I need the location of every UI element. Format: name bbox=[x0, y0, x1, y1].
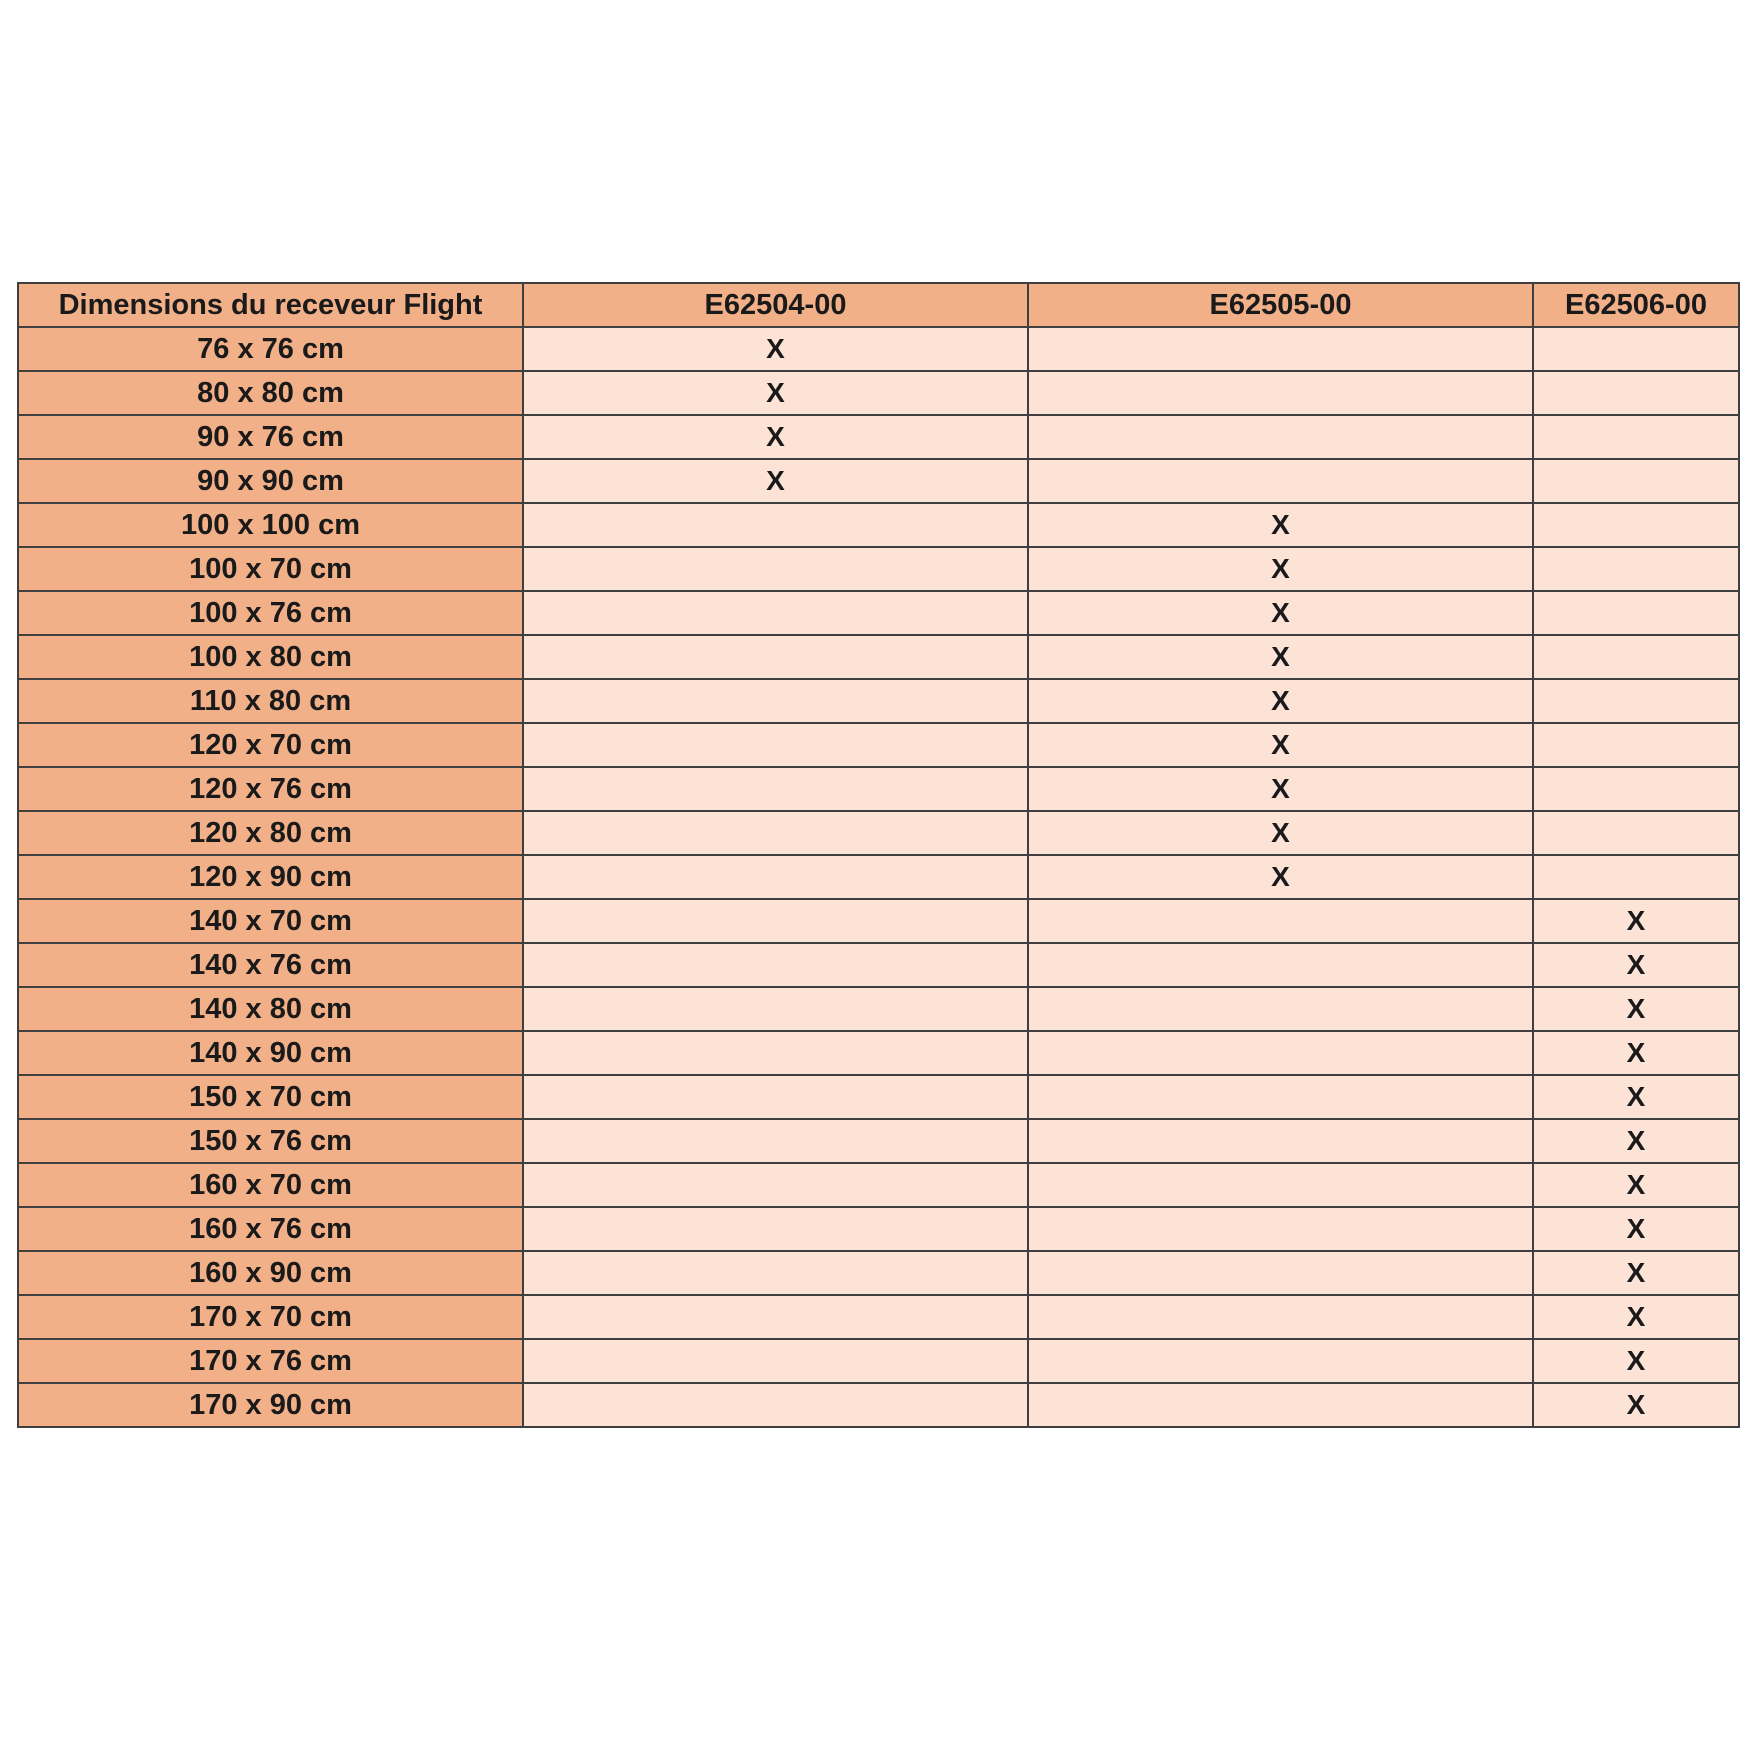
compatibility-mark-cell bbox=[1028, 899, 1533, 943]
compatibility-mark-cell bbox=[1533, 503, 1739, 547]
compatibility-mark-cell: X bbox=[523, 415, 1028, 459]
table-row bbox=[18, 1295, 1739, 1339]
compatibility-mark-cell bbox=[523, 943, 1028, 987]
compatibility-mark-cell bbox=[523, 503, 1028, 547]
compatibility-mark-cell bbox=[1028, 1207, 1533, 1251]
compatibility-mark-cell: X bbox=[1028, 591, 1533, 635]
compatibility-mark-cell bbox=[523, 1031, 1028, 1075]
table-row bbox=[18, 459, 1739, 503]
compatibility-mark-cell bbox=[523, 855, 1028, 899]
header-e62505-00: E62505-00 bbox=[1028, 283, 1533, 327]
table-row bbox=[18, 371, 1739, 415]
compatibility-mark-cell bbox=[1533, 723, 1739, 767]
compatibility-mark-cell bbox=[523, 1251, 1028, 1295]
table-row bbox=[18, 767, 1739, 811]
dimension-cell: 100 x 100 cm bbox=[18, 503, 523, 547]
compatibility-mark-cell: X bbox=[1028, 811, 1533, 855]
header-e62506-00: E62506-00 bbox=[1533, 283, 1739, 327]
compatibility-mark-cell bbox=[1028, 1251, 1533, 1295]
compatibility-mark-cell bbox=[1533, 767, 1739, 811]
compatibility-mark-cell bbox=[1028, 459, 1533, 503]
dimension-cell: 150 x 70 cm bbox=[18, 1075, 523, 1119]
compatibility-mark-cell bbox=[523, 1295, 1028, 1339]
compatibility-mark-cell bbox=[523, 767, 1028, 811]
compatibility-mark-cell bbox=[1028, 1383, 1533, 1427]
compatibility-mark-cell: X bbox=[523, 459, 1028, 503]
table-row bbox=[18, 679, 1739, 723]
compatibility-mark-cell: X bbox=[1533, 1075, 1739, 1119]
compatibility-mark-cell bbox=[1533, 459, 1739, 503]
dimension-cell: 90 x 76 cm bbox=[18, 415, 523, 459]
compatibility-mark-cell: X bbox=[523, 371, 1028, 415]
compatibility-table bbox=[17, 282, 1740, 1428]
dimension-cell: 170 x 90 cm bbox=[18, 1383, 523, 1427]
dimension-cell: 160 x 70 cm bbox=[18, 1163, 523, 1207]
compatibility-mark-cell: X bbox=[1533, 1251, 1739, 1295]
compatibility-mark-cell: X bbox=[523, 327, 1028, 371]
compatibility-mark-cell bbox=[1028, 1075, 1533, 1119]
compatibility-mark-cell bbox=[1028, 987, 1533, 1031]
table-row bbox=[18, 1075, 1739, 1119]
compatibility-mark-cell bbox=[523, 723, 1028, 767]
table-row bbox=[18, 1207, 1739, 1251]
dimension-cell: 90 x 90 cm bbox=[18, 459, 523, 503]
compatibility-mark-cell: X bbox=[1028, 723, 1533, 767]
compatibility-mark-cell: X bbox=[1028, 547, 1533, 591]
dimension-cell: 120 x 76 cm bbox=[18, 767, 523, 811]
compatibility-mark-cell bbox=[523, 635, 1028, 679]
compatibility-mark-cell: X bbox=[1533, 899, 1739, 943]
dimension-cell: 160 x 76 cm bbox=[18, 1207, 523, 1251]
compatibility-mark-cell: X bbox=[1533, 943, 1739, 987]
compatibility-mark-cell bbox=[1028, 943, 1533, 987]
dimension-cell: 140 x 70 cm bbox=[18, 899, 523, 943]
table-row bbox=[18, 811, 1739, 855]
compatibility-mark-cell bbox=[1533, 855, 1739, 899]
table-row bbox=[18, 1251, 1739, 1295]
compatibility-mark-cell: X bbox=[1533, 1119, 1739, 1163]
dimension-cell: 150 x 76 cm bbox=[18, 1119, 523, 1163]
dimension-cell: 140 x 76 cm bbox=[18, 943, 523, 987]
compatibility-mark-cell bbox=[1028, 371, 1533, 415]
dimension-cell: 80 x 80 cm bbox=[18, 371, 523, 415]
dimension-cell: 170 x 76 cm bbox=[18, 1339, 523, 1383]
compatibility-mark-cell bbox=[523, 1119, 1028, 1163]
table-row bbox=[18, 1339, 1739, 1383]
compatibility-mark-cell bbox=[1028, 1031, 1533, 1075]
compatibility-mark-cell bbox=[1028, 327, 1533, 371]
compatibility-mark-cell bbox=[1533, 415, 1739, 459]
dimension-cell: 170 x 70 cm bbox=[18, 1295, 523, 1339]
compatibility-mark-cell bbox=[523, 547, 1028, 591]
compatibility-mark-cell bbox=[1533, 635, 1739, 679]
compatibility-mark-cell: X bbox=[1028, 767, 1533, 811]
compatibility-mark-cell bbox=[1533, 679, 1739, 723]
table-row bbox=[18, 943, 1739, 987]
compatibility-mark-cell: X bbox=[1533, 1031, 1739, 1075]
compatibility-mark-cell bbox=[523, 1383, 1028, 1427]
compatibility-mark-cell: X bbox=[1533, 1207, 1739, 1251]
compatibility-mark-cell: X bbox=[1533, 1339, 1739, 1383]
table-body bbox=[18, 327, 1739, 1427]
compatibility-mark-cell bbox=[1533, 371, 1739, 415]
table-row bbox=[18, 723, 1739, 767]
table-row bbox=[18, 327, 1739, 371]
table-row bbox=[18, 987, 1739, 1031]
table-row bbox=[18, 855, 1739, 899]
dimension-cell: 76 x 76 cm bbox=[18, 327, 523, 371]
compatibility-mark-cell: X bbox=[1028, 503, 1533, 547]
dimension-cell: 160 x 90 cm bbox=[18, 1251, 523, 1295]
compatibility-mark-cell: X bbox=[1028, 855, 1533, 899]
compatibility-mark-cell: X bbox=[1028, 635, 1533, 679]
dimension-cell: 100 x 80 cm bbox=[18, 635, 523, 679]
compatibility-mark-cell bbox=[1028, 415, 1533, 459]
header-e62504-00: E62504-00 bbox=[523, 283, 1028, 327]
dimension-cell: 140 x 80 cm bbox=[18, 987, 523, 1031]
compatibility-mark-cell bbox=[1028, 1163, 1533, 1207]
compatibility-mark-cell bbox=[1533, 591, 1739, 635]
table-row bbox=[18, 503, 1739, 547]
compatibility-mark-cell bbox=[523, 1163, 1028, 1207]
table-row bbox=[18, 415, 1739, 459]
table-row bbox=[18, 1163, 1739, 1207]
compatibility-mark-cell: X bbox=[1533, 1163, 1739, 1207]
dimension-cell: 140 x 90 cm bbox=[18, 1031, 523, 1075]
table-row bbox=[18, 635, 1739, 679]
compatibility-mark-cell: X bbox=[1028, 679, 1533, 723]
compatibility-mark-cell bbox=[523, 591, 1028, 635]
compatibility-mark-cell bbox=[1028, 1295, 1533, 1339]
table-row bbox=[18, 899, 1739, 943]
compatibility-mark-cell: X bbox=[1533, 987, 1739, 1031]
compatibility-mark-cell bbox=[523, 1075, 1028, 1119]
dimension-cell: 110 x 80 cm bbox=[18, 679, 523, 723]
table-row bbox=[18, 1031, 1739, 1075]
compatibility-mark-cell bbox=[1533, 811, 1739, 855]
table-row bbox=[18, 547, 1739, 591]
compatibility-mark-cell bbox=[523, 811, 1028, 855]
dimension-cell: 100 x 70 cm bbox=[18, 547, 523, 591]
compatibility-mark-cell: X bbox=[1533, 1295, 1739, 1339]
compatibility-mark-cell bbox=[523, 679, 1028, 723]
dimension-cell: 120 x 90 cm bbox=[18, 855, 523, 899]
table-header-row bbox=[18, 283, 1739, 327]
compatibility-mark-cell bbox=[1533, 547, 1739, 591]
compatibility-mark-cell bbox=[1028, 1339, 1533, 1383]
table-row bbox=[18, 591, 1739, 635]
compatibility-mark-cell: X bbox=[1533, 1383, 1739, 1427]
table-row bbox=[18, 1383, 1739, 1427]
compatibility-mark-cell bbox=[1533, 327, 1739, 371]
compatibility-mark-cell bbox=[523, 987, 1028, 1031]
table-row bbox=[18, 1119, 1739, 1163]
dimension-cell: 120 x 70 cm bbox=[18, 723, 523, 767]
compatibility-mark-cell bbox=[523, 899, 1028, 943]
header-dimensions: Dimensions du receveur Flight bbox=[18, 283, 523, 327]
dimension-cell: 120 x 80 cm bbox=[18, 811, 523, 855]
dimension-cell: 100 x 76 cm bbox=[18, 591, 523, 635]
compatibility-mark-cell bbox=[523, 1339, 1028, 1383]
compatibility-mark-cell bbox=[1028, 1119, 1533, 1163]
compatibility-mark-cell bbox=[523, 1207, 1028, 1251]
